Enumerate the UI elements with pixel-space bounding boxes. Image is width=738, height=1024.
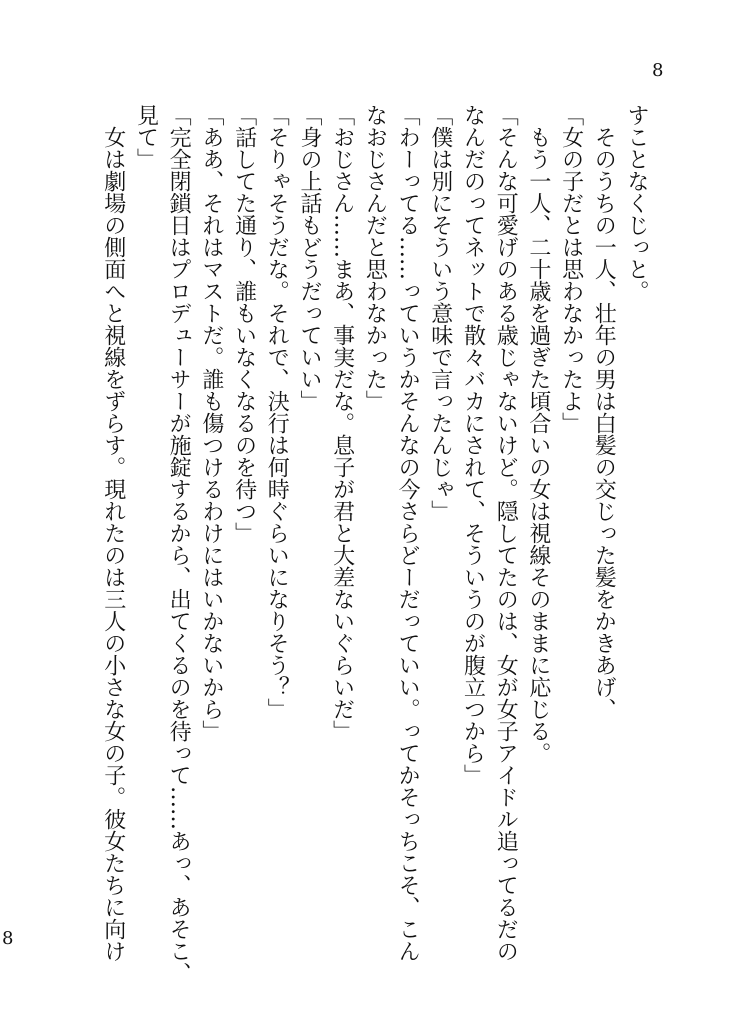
text-line: 「そりゃそうだな。それで、決行は何時ぐらいになりそう？」 [264, 104, 290, 720]
text-line: 「女の子だとは思わなかったよ」 [558, 104, 584, 434]
page-number-edge: 8 [2, 928, 14, 949]
text-line: 「完全閉鎖日はプロデューサーが施錠するから、出てくるのを待って……あっ、あそこ、 [166, 104, 192, 984]
text-line: 「話してた通り、誰もいなくなるのを待つ」 [231, 104, 257, 544]
text-line: そのうちの一人、壮年の男は白髪の交じった髪をかきあげ、 [591, 104, 617, 720]
text-line: 「おじさん……まあ、事実だな。息子が君と大差ないぐらいだ」 [329, 104, 355, 742]
text-line: なんだのってネットで散々バカにされて、そういうのが腹立つから」 [460, 104, 486, 786]
text-line: すことなくじっと。 [624, 104, 649, 302]
text-line: 「僕は別にそういう意味で言ったんじゃ」 [427, 104, 453, 522]
text-line: 「わーってる……っていうかそんなの今さらどーだっていい。ってかそっちこそ、こん [395, 104, 421, 962]
text-line: 見て」 [133, 104, 159, 170]
text-line: 女は劇場の側面へと視線をずらす。現れたのは三人の小さな女の子。彼女たちに向け [100, 104, 126, 962]
text-line: もう一人、二十歳を過ぎた頃合いの女は視線そのままに応じる。 [525, 104, 551, 764]
text-line: 「身の上話もどうだっていい」 [296, 104, 322, 412]
text-line: 「そんな可愛げのある歳じゃないけど。隠してたのは、女が女子アイドル追ってるだの [493, 104, 519, 962]
vertical-body-text [96, 104, 652, 984]
text-line: なおじさんだと思わなかった」 [362, 104, 388, 412]
text-line: 「ああ、それはマストだ。誰も傷つけるわけにはいかないから」 [198, 104, 224, 742]
page-number: 8 [652, 60, 664, 81]
